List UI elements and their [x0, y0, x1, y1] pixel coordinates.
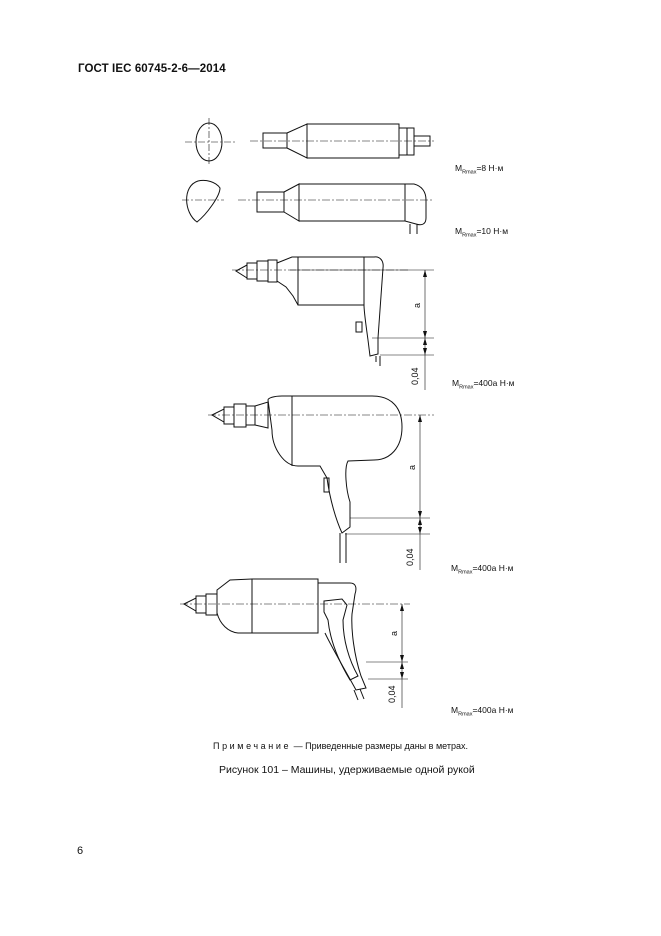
- note-text: — Приведенные размеры даны в метрах.: [291, 741, 468, 751]
- tool-2-moment-label: $M_{Rmax}=10$ Н·м: [455, 226, 509, 239]
- tool-4-moment-label: $M_{Rmax}=400a$ Н·м: [451, 563, 514, 576]
- figure-caption: Рисунок 101 – Машины, удерживаемые одной рукой: [219, 764, 475, 776]
- page-number: 6: [77, 845, 84, 857]
- tool-2-drawing: [182, 180, 432, 234]
- tool-3-drawing: [232, 257, 434, 390]
- tool-5-moment-label: $M_{Rmax}=400a$ Н·м: [451, 705, 514, 718]
- tool-1-drawing: [185, 118, 434, 166]
- document-header: ГОСТ IEC 60745-2-6—2014: [78, 63, 226, 75]
- tool-5-drawing: [180, 579, 410, 708]
- tool-4-dim-offset: 0,04: [405, 548, 415, 566]
- tool-3-dim-a: a: [412, 302, 422, 308]
- tool-1-moment-label: $M_{Rmax}=8$ Н·м: [455, 163, 504, 176]
- tool-3-moment-label: $M_{Rmax}=400a$ Н·м: [452, 378, 515, 391]
- tool-5-dim-a: a: [389, 630, 399, 636]
- tool-5-dim-offset: 0,04: [387, 685, 397, 703]
- figure-note: [213, 741, 468, 751]
- tool-4-drawing: [208, 396, 434, 570]
- tool-3-dim-offset: 0,04: [410, 367, 420, 385]
- note-label: Примечание: [213, 741, 292, 751]
- tool-4-dim-a: a: [407, 464, 417, 470]
